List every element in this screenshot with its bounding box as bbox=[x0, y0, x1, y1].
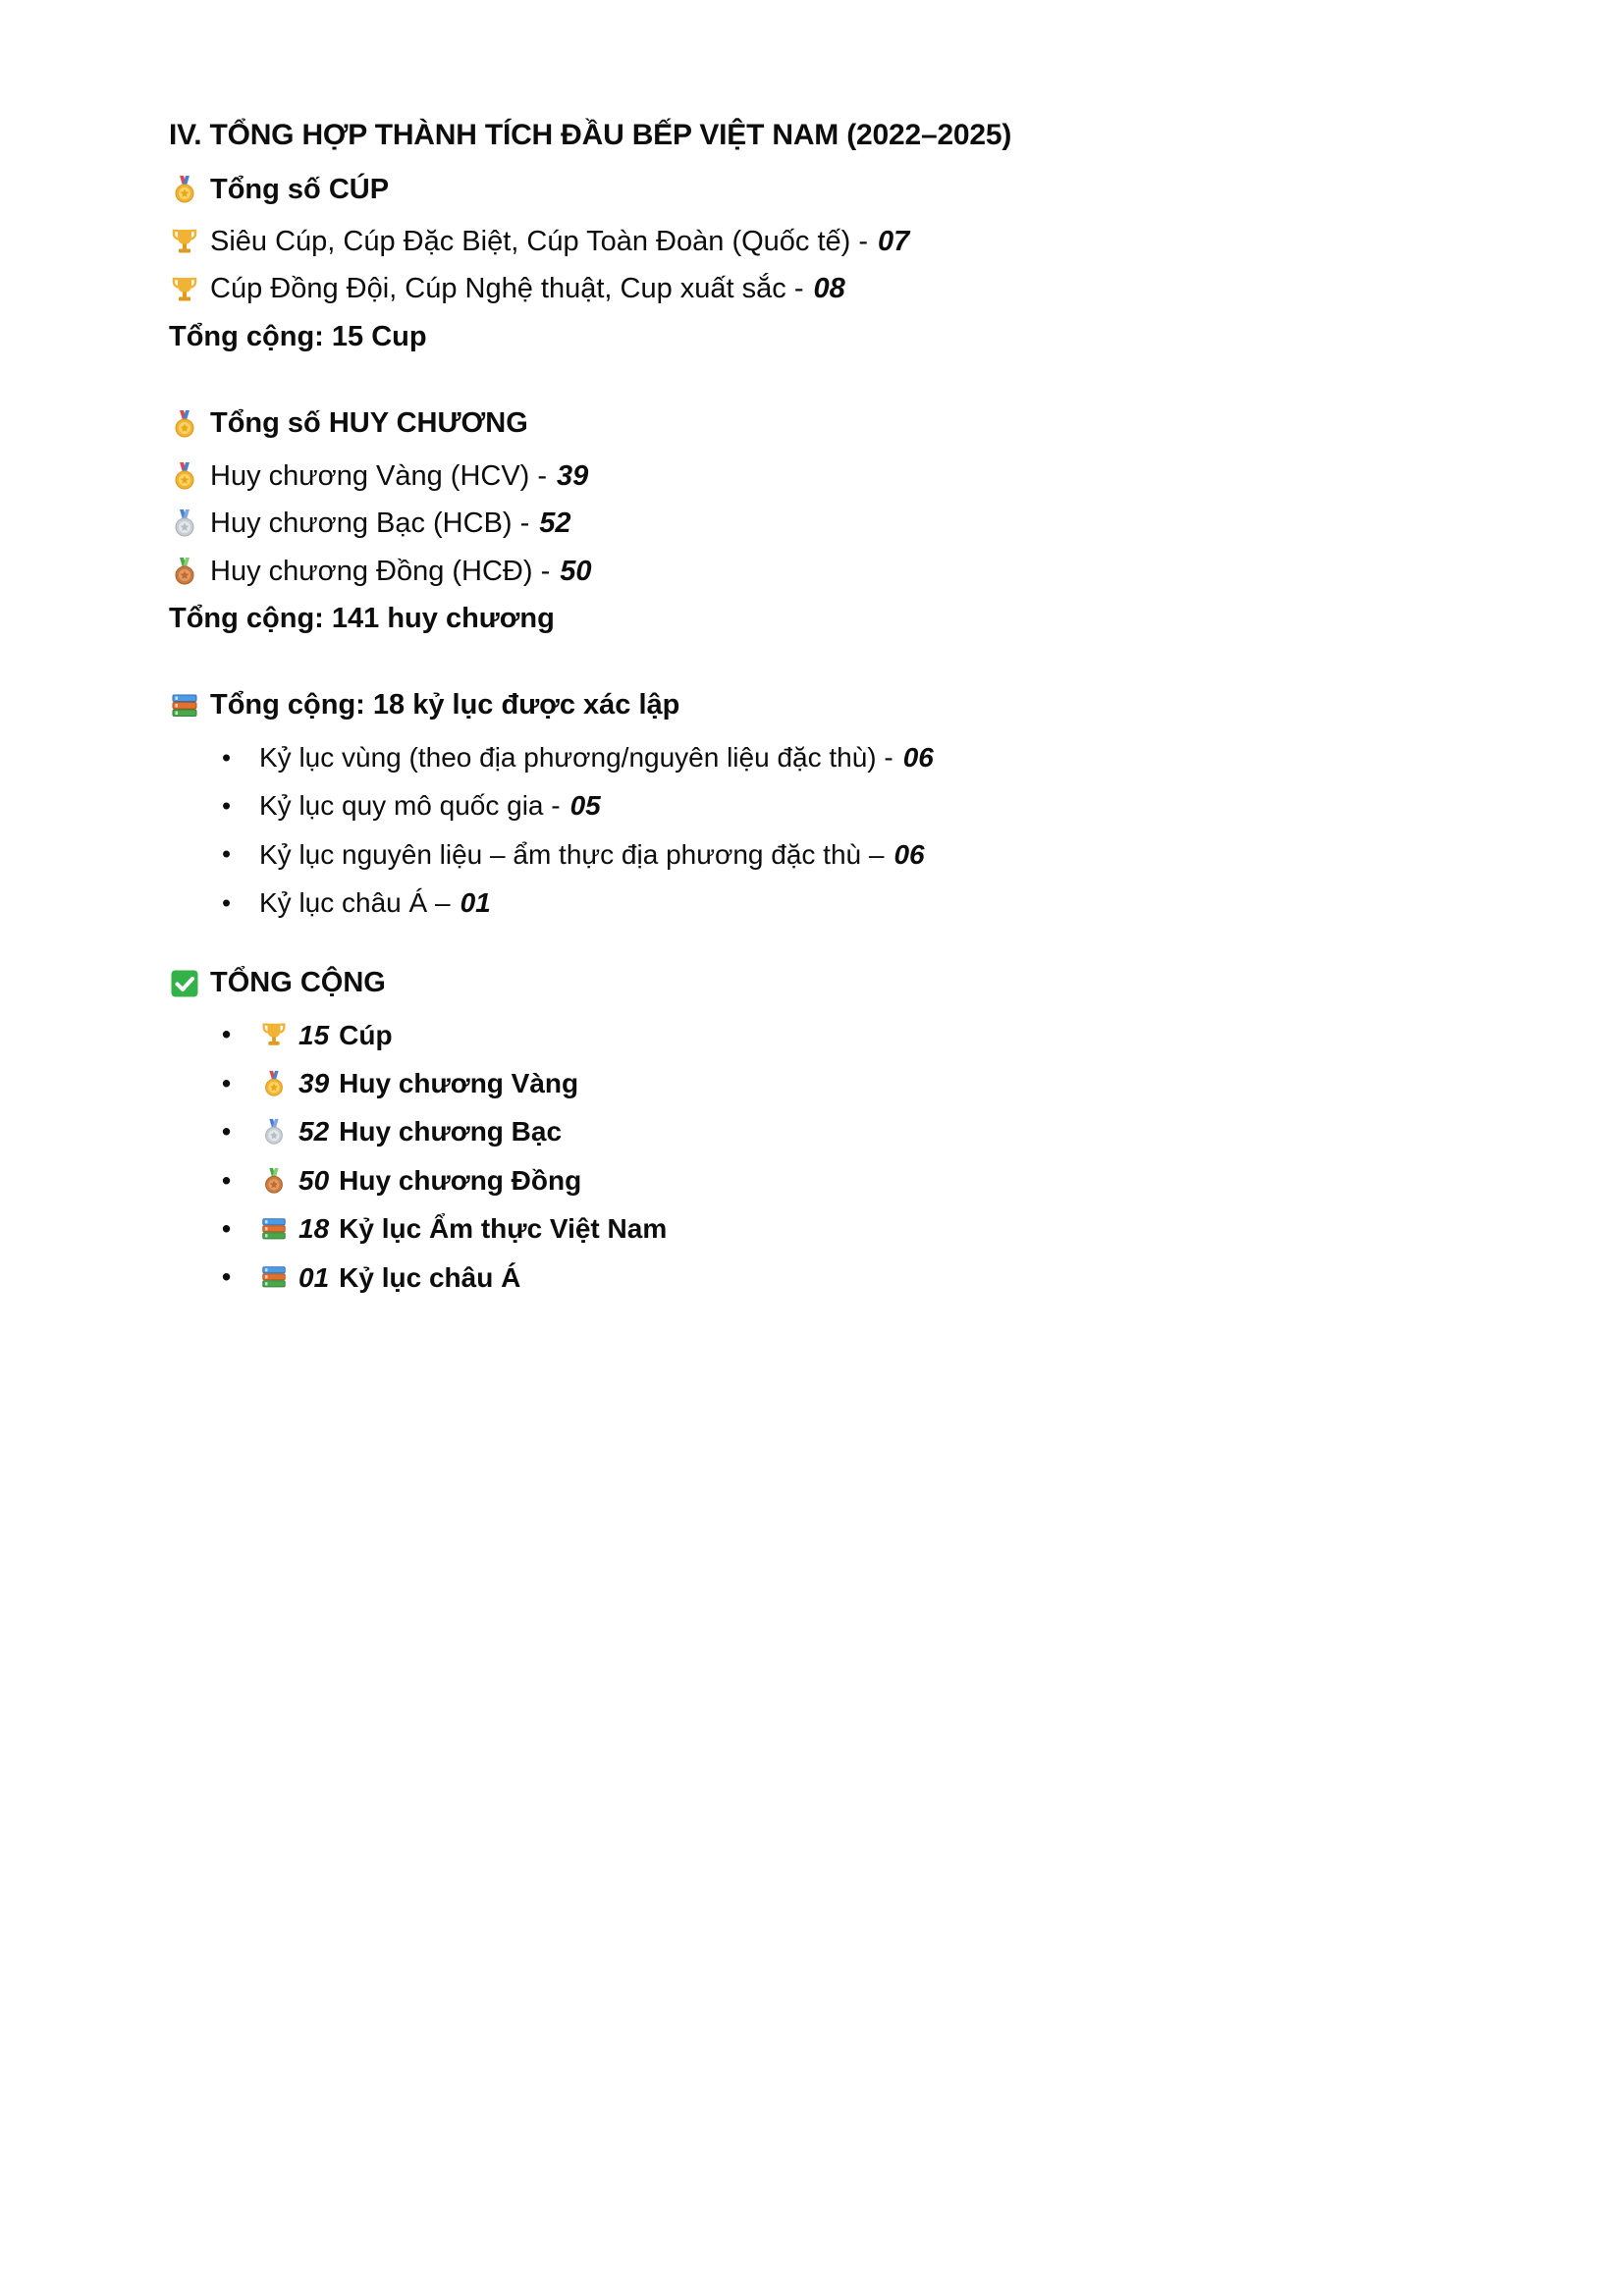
grand-total-number: • 15 bbox=[298, 1019, 330, 1050]
check-mark-icon bbox=[169, 968, 200, 999]
list-item bbox=[214, 1206, 1447, 1251]
grand-total-label: Huy chương Đồng bbox=[339, 1164, 582, 1196]
cups-total: Tổng cộng: 15 Cup bbox=[169, 320, 427, 352]
list-item bbox=[214, 832, 1447, 877]
records-list bbox=[169, 735, 1447, 925]
gold-medal-icon bbox=[169, 460, 200, 492]
grand-total-number: • 50 bbox=[298, 1164, 330, 1196]
section-heading-grand-total-label: TỔNG CỘNG bbox=[210, 967, 386, 999]
medals-row-gold-value: 39 bbox=[557, 459, 589, 492]
trophy-icon bbox=[169, 274, 200, 305]
record-item-text: • Kỷ lục quy mô quốc gia - bbox=[259, 790, 561, 822]
medals-row-silver-text: Huy chương Bạc (HCB) - bbox=[210, 507, 530, 540]
record-item-value: 06 bbox=[902, 741, 934, 773]
section-heading-records-label: Tổng cộng: 18 kỷ lục được xác lập bbox=[210, 689, 680, 721]
spacer bbox=[169, 641, 1447, 684]
medals-row-silver-value: 52 bbox=[539, 507, 571, 540]
record-item-text: • Kỷ lục châu Á – bbox=[259, 886, 451, 918]
cups-row-1-value: 07 bbox=[878, 226, 910, 258]
medals-row-bronze-text: Huy chương Đồng (HCĐ) - bbox=[210, 555, 551, 587]
record-item-value: 05 bbox=[569, 790, 601, 822]
books-icon bbox=[169, 690, 200, 721]
trophy-icon bbox=[259, 1020, 289, 1049]
grand-total-label: Huy chương Bạc bbox=[339, 1116, 563, 1148]
grand-total-label: Huy chương Vàng bbox=[339, 1068, 579, 1099]
grand-total-label: Kỷ lục châu Á bbox=[339, 1261, 521, 1293]
page-title: IV. TỔNG HỢP THÀNH TÍCH ĐẦU BẾP VIỆT NAM (2022–2025) bbox=[169, 119, 1012, 151]
section-heading-records bbox=[169, 684, 1447, 727]
books-icon bbox=[259, 1262, 289, 1292]
list-item bbox=[214, 783, 1447, 828]
cups-row-2 bbox=[169, 266, 1447, 311]
medals-row-silver bbox=[169, 501, 1447, 546]
grand-total-label: Cúp bbox=[339, 1019, 393, 1050]
bronze-medal-icon bbox=[169, 556, 200, 587]
silver-medal-icon bbox=[169, 507, 200, 539]
list-item bbox=[214, 735, 1447, 779]
record-item-value: 06 bbox=[893, 838, 925, 870]
record-item-value: 01 bbox=[460, 886, 491, 918]
medals-row-bronze-value: 50 bbox=[560, 555, 592, 587]
spacer bbox=[169, 359, 1447, 402]
grand-total-number: • 18 bbox=[298, 1213, 330, 1245]
list-item bbox=[214, 1013, 1447, 1057]
list-item bbox=[214, 1255, 1447, 1300]
section-heading-medals-label: Tổng số HUY CHƯƠNG bbox=[210, 407, 528, 440]
grand-total-number: • 52 bbox=[298, 1116, 330, 1148]
cups-row-1-text: Siêu Cúp, Cúp Đặc Biệt, Cúp Toàn Đoàn (Quốc tế) - bbox=[210, 226, 869, 258]
section-heading-grand-total bbox=[169, 962, 1447, 1005]
books-icon bbox=[259, 1214, 289, 1244]
spacer bbox=[169, 929, 1447, 962]
cups-row-2-value: 08 bbox=[813, 273, 845, 305]
list-item bbox=[214, 881, 1447, 925]
medals-row-gold bbox=[169, 454, 1447, 499]
grand-total-list bbox=[169, 1013, 1447, 1300]
list-item bbox=[214, 1109, 1447, 1153]
gold-medal-icon bbox=[169, 408, 200, 440]
gold-medal-icon bbox=[259, 1069, 289, 1098]
medals-row-bronze bbox=[169, 549, 1447, 594]
section-heading-medals bbox=[169, 402, 1447, 446]
record-item-text: • Kỷ lục vùng (theo địa phương/nguyên liệu đặc thù) - bbox=[259, 741, 893, 773]
section-heading-cups-label: Tổng số CÚP bbox=[210, 173, 390, 205]
cups-row-2-text: Cúp Đồng Đội, Cúp Nghệ thuật, Cup xuất sắc - bbox=[210, 273, 804, 305]
trophy-icon bbox=[169, 226, 200, 257]
record-item-text: • Kỷ lục nguyên liệu – ẩm thực địa phương đặc thù – bbox=[259, 838, 885, 870]
medals-row-gold-text: Huy chương Vàng (HCV) - bbox=[210, 459, 548, 492]
grand-total-number: • 39 bbox=[298, 1068, 330, 1099]
grand-total-label: Kỷ lục Ẩm thực Việt Nam bbox=[339, 1213, 668, 1245]
section-heading-cups bbox=[169, 169, 1447, 212]
list-item bbox=[214, 1158, 1447, 1202]
list-item bbox=[214, 1061, 1447, 1105]
medals-total: Tổng cộng: 141 huy chương bbox=[169, 602, 555, 634]
cups-row-1 bbox=[169, 219, 1447, 264]
silver-medal-icon bbox=[259, 1117, 289, 1147]
medal-icon bbox=[169, 174, 200, 205]
grand-total-number: • 01 bbox=[298, 1261, 330, 1293]
bronze-medal-icon bbox=[259, 1166, 289, 1196]
